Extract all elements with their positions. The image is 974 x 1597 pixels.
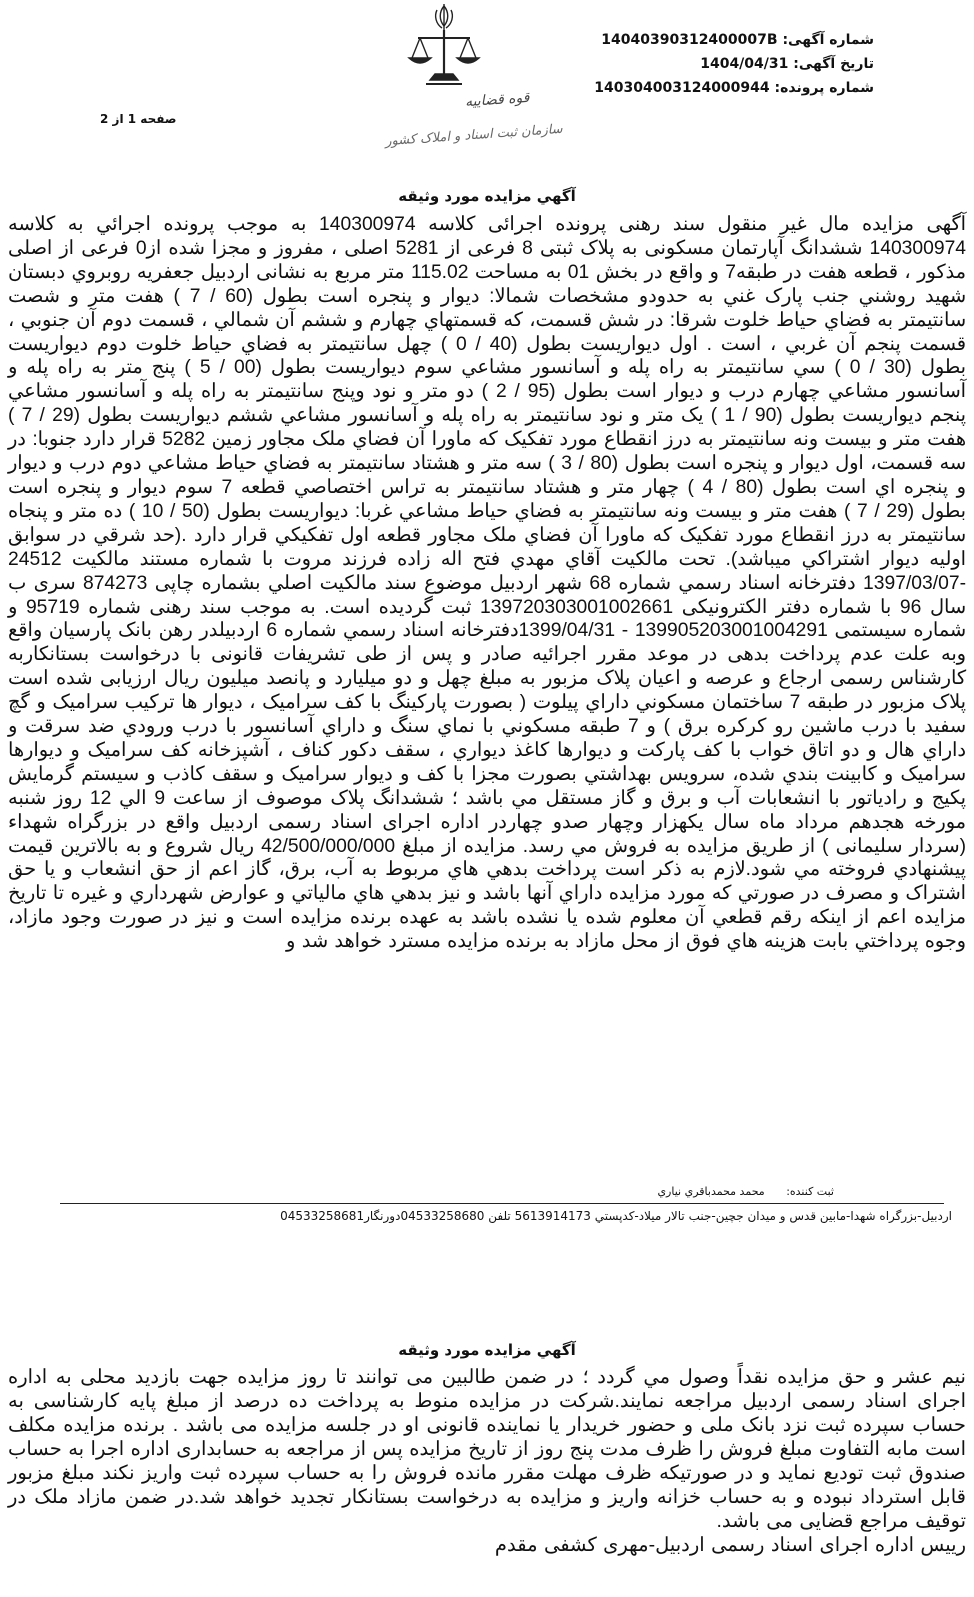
registrar-line [657,1185,834,1198]
page-number: صفحه 1 از 2 [100,112,177,126]
case-number-label: شماره پرونده: [774,80,874,96]
ad-date: 1404/04/31 [700,56,789,72]
registry-org-logo-text: سازمان ثبت اسناد و املاک کشور [384,121,564,150]
notice-body: آگهی مزایده مال غیر منقول سند رهنی پرونده اجرائی کلاسه 140300974 به موجب پرونده اجرائي به کلاسه 140300974 ششدانگ آپارتمان مسکونی به پلاک ثبتی 8 فرعی از 5281 اصلی ، مفروز و مجزا شده از0 فرعی از اصلی مذکور ، قطعه هفت در طبقه7 و واقع در بخش 01 به مساحت 115.02 متر مربع به نشانی اردبيل جعفريه روبروي دبستان شهيد روشني جنب پارک غني به حدودو مشخصات شمالا: ديوار و پنجره است بطول (60 / 7 ) هفت متر و شصت سانتيمتر به فضاي حياط خلوت شرقا: در شش قسمت، که قسمتهاي چهارم و ششم آن شمالي ، قسمت دوم آن جنوبي ، قسمت پنجم آن غربي ، است . اول ديواريست بطول (40 / 0 ) چهل سانتيمتر به فضاي حياط خلوت دوم ديواريست بطول (30 / 0 ) سي سانتيمتر به راه پله و آسانسور مشاعي سوم ديواريست بطول (00 / 5 ) پنج متر به راه پله و آسانسور مشاعي چهارم درب و ديوار است بطول (95 / 2 ) دو متر و نود وپنج سانتيمتر به راه پله و آسانسور مشاعي پنجم ديواريست بطول (90 / 1 ) يک متر و نود سانتيمتر به راه پله و آسانسور مشاعي ششم ديواريست بطول (29 / 7 ) هفت متر و بيست ونه سانتيمتر به درز انقطاع مورد تفکيک که ماورا آن فضاي ملک مجاور زمين 5282 قرار دارد جنوبا: در سه قسمت، اول ديوار و پنجره است بطول (80 / 3 ) سه متر و هشتاد سانتيمتر به فضاي حياط مشاعي دوم درب و ديوار و پنجره اي است بطول (80 / 4 ) چهار متر و هشتاد سانتيمتر به تراس اختصاصي قطعه 7 سوم ديوار و پنجره است بطول (29 / 7 ) هفت متر و بيست ونه سانتيمتر به فضاي حياط مشاعي غربا: ديواريست بطول (50 / 10 ) ده متر و پنجاه سانتيمتر به درز انقطاع مورد تفکيک که ماورا آن فضاي ملک مجاور قطعه اول تفکيکي قرار دارد .(حد شرقي در سوابق اوليه ديوار اشتراکي ميباشد). تحت مالکيت آقاي مهدي فتح اله زاده فرزند مروت با شماره مستند مالکيت 24512 -1397/03/07 دفترخانه اسناد رسمي شماره 68 شهر اردبيل موضوع سند مالکيت اصلي بشماره چاپی 874273 سری ب سال 96 با شماره دفتر الکترونیکی 139720303001002661 ثبت گردیده است. به موجب سند رهنی شماره 95719 و شماره سيستمی 139905203001004291 - 1399/04/31دفترخانه اسناد رسمي شماره 6 اردبيلدر رهن بانک پارسيان واقع وبه علت عدم پرداخت بدهی در موعد مقرر اجرائيه صادر و پس از طی تشريفات قانونی با درخواست بستانکاربه کارشناس رسمی ارجاع و عرصه و اعيان پلاک مزبور به مبلغ چهل و دو ميليارد و پانصد ميليون ريال ارزيابی شده است پلاک مزبور در طبقه 7 ساختمان مسکوني داراي پيلوت ( بصورت پارکينگ با کف سراميک ، ديوار ها ترکيب سراميک و گچ سفيد با درب ماشين رو کرکره برق ) و 7 طبقه مسکوني با نماي سنگ و داراي آسانسور با درب ورودي ضد سرقت و داراي هال و دو اتاق خواب با کف پارکت و ديوارها کاغذ ديواري ، سقف دکور کناف ، آشپزخانه کف سراميک و ديوارها سراميک و کابينت بندي شده، سرويس بهداشتي بصورت مجزا با کف و ديوار سراميک و سقف کاذب و سيستم گرمايش پکيج و رادياتور با انشعابات آب و برق و گاز مستقل مي باشد ؛ ششدانگ پلاک موصوف از ساعت 9 الي 12 روز شنبه مورخه هجدهم مرداد ماه سال يکهزار وچهار صدو چهاردر اداره اجرای اسناد رسمی اردبیل واقع در بزرگراه شهداء (سردار سلیمانی ) از طریق مزایده به فروش مي رسد. مزايده از مبلغ 42/500/000/000 ريال شروع و به بالاترين قيمت پيشنهادي فروخته مي شود.لازم به ذکر است پرداخت بدهي هاي مربوط به آب، برق، گاز اعم از حق انشعاب و يا حق اشتراک و مصرف در صورتي که مورد مزايده داراي آنها باشد و نيز بدهي هاي مالياتي و عوارض شهرداري و غيره تا تاريخ مزايده اعم از اينکه رقم قطعي آن معلوم شده يا نشده باشد به عهده برنده مزايده است و نيز در صورت وجود مازاد، وجوه پرداختي بابت هزينه هاي فوق از محل مازاد به برنده مزايده مسترد خواهد شد و [8,214,967,953]
registrar-name: محمد محمدباقري نياري [657,1185,765,1198]
judiciary-logo-text: قوه قضاییه [464,89,530,111]
ad-number: 14040390312400007B [601,32,778,48]
ad-number-label: شماره آگهی: [782,32,874,48]
notice2-body [8,1365,966,1557]
ad-date-label: تاریخ آگهی: [793,56,874,72]
divider [60,1203,944,1204]
notice2-title: آگهي مزايده مورد وثيقه [398,1341,576,1359]
registrar-label: ثبت کننده: [786,1185,834,1198]
notice2-body-text: نیم عشر و حق مزایده نقداً وصول مي گردد ؛ در ضمن طالبین می توانند تا روز مزایده جهت بازدید محلی به اداره اجرای اسناد رسمی اردبیل مراجعه نمایند.شرکت در مزایده منوط به پرداخت ده درصد از مبلغ پایه کارشناسی به حساب سپرده ثبت نزد بانک ملی و حضور خریدار یا نماینده قانونی او در جلسه مزایده می باشد . برنده مزایده مکلف است مابه التفاوت مبلغ فروش را ظرف مدت پنج روز از تاریخ مزایده پس از مراجعه به حسابداری اداره اجرا به حساب صندوق ثبت تودیع نماید و در صورتیکه ظرف مهلت مقرر مانده فروش را به حساب سپرده ثبت واریز نکند مبلغ مزبور قابل استرداد نبوده و به حساب خزانه واریز و مزایده به درخواست بستانکار تجدید خواهد شد.در ضمن مازاد ملک در توقیف مراجع قضایی می باشد. [8,1366,966,1532]
office-address: اردبيل-بزرگراه شهدا-مابين قدس و ميدان جچين-جنب تالار ميلاد-کدپستي 5613914173 تلفن 04533258680دورنگار04533258681 [280,1209,952,1223]
case-number: 140304003124000944 [594,80,770,96]
signature: رییس اداره اجرای اسناد رسمی اردبیل-مهری کشفی مقدم [494,1534,966,1556]
notice-title: آگهي مزايده مورد وثيقه [398,187,576,205]
